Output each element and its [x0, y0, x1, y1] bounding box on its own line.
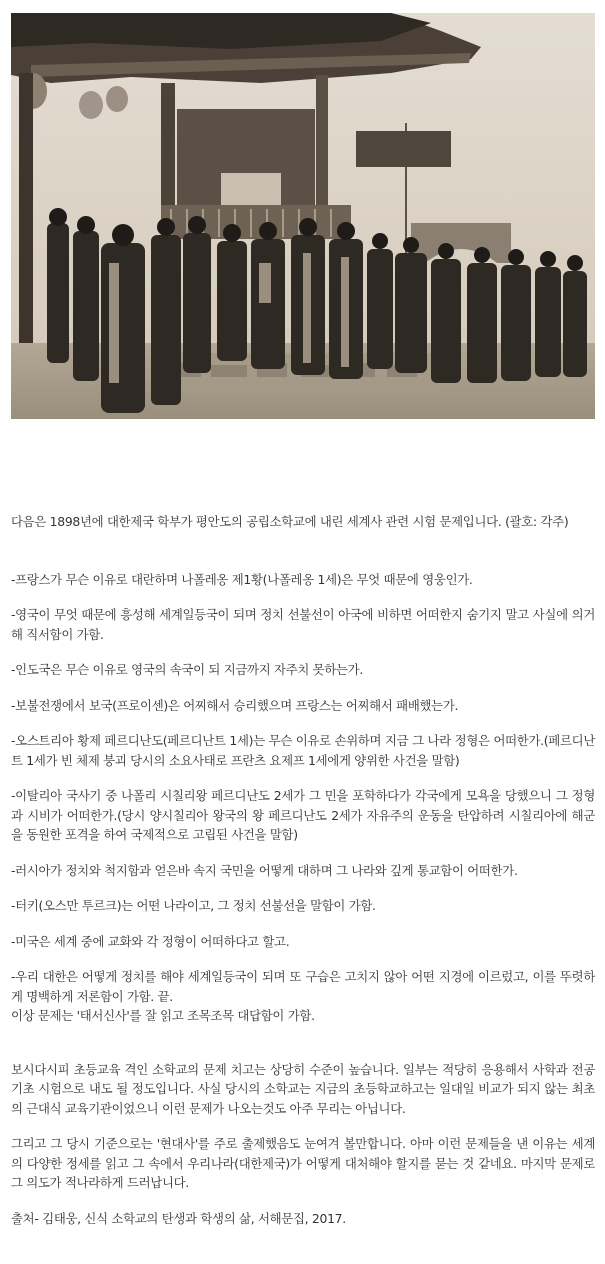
historical-photo — [11, 13, 595, 419]
source-citation: 출처- 김태웅, 신식 소학교의 탄생과 학생의 삶, 서해문집, 2017. — [11, 1210, 346, 1226]
question-5: -오스트리아 황제 페르디난도(페르디난트 1세)는 무슨 이유로 손위하며 지금 그 나라 정형은 어떠한가.(페르디난트 1세가 빈 체제 붕괴 당시의 소요사태로 프란츠 요제프 1세에게 양위한 사건을 말함) — [11, 733, 595, 768]
question-4: -보불전쟁에서 보국(프로이센)은 어찌해서 승리했으며 프랑스는 어찌해서 패배했는가. — [11, 697, 459, 713]
intro-paragraph: 다음은 1898년에 대한제국 학부가 평안도의 공립소학교에 내린 세계사 관련 시험 문제입니다. (괄호: 각주) — [11, 514, 569, 529]
question-7: -러시아가 정치와 척지함과 얻은바 속지 국민을 어떻게 대하며 그 나라와 깊게 통교함이 어떠한가. — [11, 862, 518, 878]
question-8: -터키(오스만 투르크)는 어떤 나라이고, 그 정치 선불선을 말함이 가함. — [11, 898, 376, 913]
commentary-paragraph-2: 그리고 그 당시 기준으로는 '현대사'를 주로 출제했음도 눈여겨 볼만합니다. 아마 이런 문제들을 낸 이유는 세계의 다양한 정세를 읽고 그 속에서 우리나라(대한제국)가 어떻게 대처해야 할지를 묻는 것 같네요. 마지막 문제로 그 의도가 적나라하게 드러납니다. — [11, 1136, 595, 1190]
commentary-paragraph-1: 보시다시피 초등교육 격인 소학교의 문제 치고는 상당히 수준이 높습니다. 일부는 적당히 응용해서 사학과 전공기초 시험으로 내도 될 정도입니다. 사실 당시의 소학교는 지금의 초등학교하고는 일대일 비교가 되지 않는 최초의 근대식 교육기관이었으니 이런 문제가 나오는것도 아주 무리는 아닙니다. — [11, 1061, 595, 1116]
question-6: -이탈리아 국사기 중 나폴리 시칠리왕 페르디난도 2세가 그 민을 포학하다가 각국에게 모욕을 당했으니 그 정형과 시비가 어떠한가.(당시 양시칠리아 왕국의 왕 페르디난도 2세가 자유주의 운동을 탄압하려 시칠리아에 해군을 동원한 포격을 하여 국제적으로 고립된 사건을 말함) — [11, 788, 595, 842]
closing-line: 이상 문제는 '태서신사'를 잘 읽고 조목조목 대답함이 가함. — [11, 1008, 315, 1023]
question-3: -인도국은 무슨 이유로 영국의 속국이 되 지금까지 자주치 못하는가. — [11, 662, 363, 677]
question-2: -영국이 무엇 때문에 흥성해 세계일등국이 되며 정치 선불선이 아국에 비하면 어떠한지 숨기지 말고 사실에 의거해 직서함이 가함. — [11, 607, 595, 642]
question-1: -프랑스가 무슨 이유로 대란하며 나폴레옹 제1황(나폴레옹 1세)은 무엇 때문에 영웅인가. — [11, 571, 473, 587]
question-10: -우리 대한은 어떻게 정치를 해야 세계일등국이 되며 또 구습은 고치지 않아 어떤 지경에 이르렀고, 이를 뚜렷하게 명백하게 저론함이 가함. 끝. — [11, 969, 595, 1004]
article-body — [11, 512, 595, 1228]
question-9: -미국은 세계 중에 교화와 각 정형이 어떠하다고 할고. — [11, 933, 290, 949]
